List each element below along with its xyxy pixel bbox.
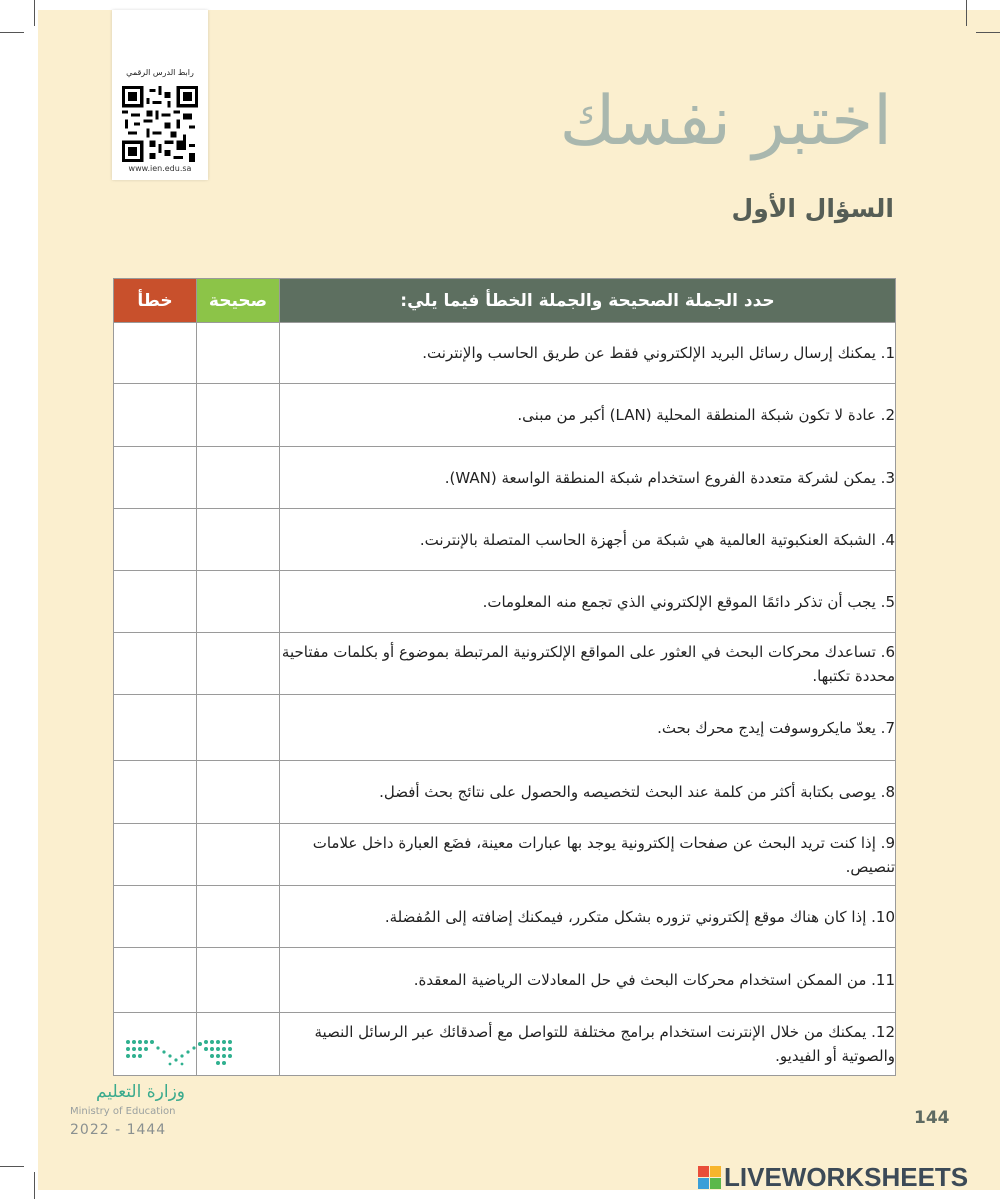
false-answer-cell[interactable] [114,571,197,633]
ministry-logo [68,1030,238,1145]
table-row [114,695,896,761]
table-row [114,633,896,695]
true-answer-cell[interactable] [197,384,280,447]
ministry-dots-icon [124,1034,236,1074]
table-row [114,571,896,633]
table-row [114,824,896,886]
table-row [114,948,896,1013]
true-answer-cell[interactable] [197,447,280,509]
false-answer-cell[interactable] [114,633,197,695]
table-row [114,384,896,447]
edition-year: 2022 - 1444 [70,1122,167,1138]
true-answer-cell[interactable] [197,571,280,633]
ministry-name-ar: وزارة التعليم [96,1082,185,1102]
statement-text: 5. يجب أن تذكر دائمًا الموقع الإلكتروني الذي تجمع منه المعلومات. [280,571,896,633]
statement-text: 3. يمكن لشركة متعددة الفروع استخدام شبكة المنطقة الواسعة (WAN). [280,447,896,509]
crop-mark [976,32,1000,33]
table-row [114,761,896,824]
false-answer-cell[interactable] [114,509,197,571]
true-answer-cell[interactable] [197,509,280,571]
header-statement: حدد الجملة الصحيحة والجملة الخطأ فيما يلي: [280,279,896,323]
statement-text: 1. يمكنك إرسال رسائل البريد الإلكتروني فقط عن طريق الحاسب والإنترنت. [280,323,896,384]
true-answer-cell[interactable] [197,886,280,948]
header-true: صحيحة [197,279,280,323]
true-false-table [113,278,896,1076]
crop-mark [0,32,24,33]
table-row [114,886,896,948]
liveworksheets-icon [698,1166,721,1189]
true-answer-cell[interactable] [197,824,280,886]
false-answer-cell[interactable] [114,695,197,761]
statement-text: 4. الشبكة العنكبوتية العالمية هي شبكة من أجهزة الحاسب المتصلة بالإنترنت. [280,509,896,571]
page-number: 144 [914,1108,950,1128]
statement-text: 7. يعدّ مايكروسوفت إيدج محرك بحث. [280,695,896,761]
true-answer-cell[interactable] [197,761,280,824]
false-answer-cell[interactable] [114,948,197,1013]
table-header-row [114,279,896,323]
false-answer-cell[interactable] [114,886,197,948]
true-answer-cell[interactable] [197,633,280,695]
false-answer-cell[interactable] [114,761,197,824]
statement-text: 9. إذا كنت تريد البحث عن صفحات إلكترونية يوجد بها عبارات معينة، فضَع العبارة داخل علامات تنصيص. [280,824,896,886]
question-heading: السؤال الأول [731,194,894,223]
statement-text: 12. يمكنك من خلال الإنترنت استخدام برامج مختلفة للتواصل مع أصدقائك عبر الرسائل النصية والصوتية أو الفيديو. [280,1013,896,1076]
liveworksheets-wordmark: LIVEWORKSHEETS [724,1161,969,1192]
crop-mark [34,0,35,26]
liveworksheets-logo[interactable] [698,1160,968,1194]
ministry-name-en: Ministry of Education [70,1106,176,1117]
false-answer-cell[interactable] [114,323,197,384]
statement-text: 2. عادة لا تكون شبكة المنطقة المحلية (LAN) أكبر من مبنى. [280,384,896,447]
table-row [114,447,896,509]
false-answer-cell[interactable] [114,824,197,886]
page-title: اختبر نفسك [559,82,892,161]
header-false: خطأ [114,279,197,323]
qr-url[interactable]: www.ien.edu.sa [128,164,192,173]
statement-text: 6. تساعدك محركات البحث في العثور على المواقع الإلكترونية المرتبطة بموضوع أو بكلمات مفتاحية محددة تكتبها. [280,633,896,695]
true-answer-cell[interactable] [197,948,280,1013]
true-answer-cell[interactable] [197,695,280,761]
crop-mark [966,0,967,26]
false-answer-cell[interactable] [114,384,197,447]
true-answer-cell[interactable] [197,323,280,384]
statement-text: 10. إذا كان هناك موقع إلكتروني تزوره بشكل متكرر، فيمكنك إضافته إلى المُفضلة. [280,886,896,948]
crop-mark [34,1172,35,1199]
qr-code-icon[interactable] [122,86,198,162]
crop-mark [0,1166,24,1167]
statement-text: 8. يوصى بكتابة أكثر من كلمة عند البحث لتخصيصه والحصول على نتائج بحث أفضل. [280,761,896,824]
qr-label: رابط الدرس الرقمي [126,68,194,77]
statement-text: 11. من الممكن استخدام محركات البحث في حل المعادلات الرياضية المعقدة. [280,948,896,1013]
table-row [114,509,896,571]
table-row [114,323,896,384]
false-answer-cell[interactable] [114,447,197,509]
qr-card[interactable] [112,10,208,180]
